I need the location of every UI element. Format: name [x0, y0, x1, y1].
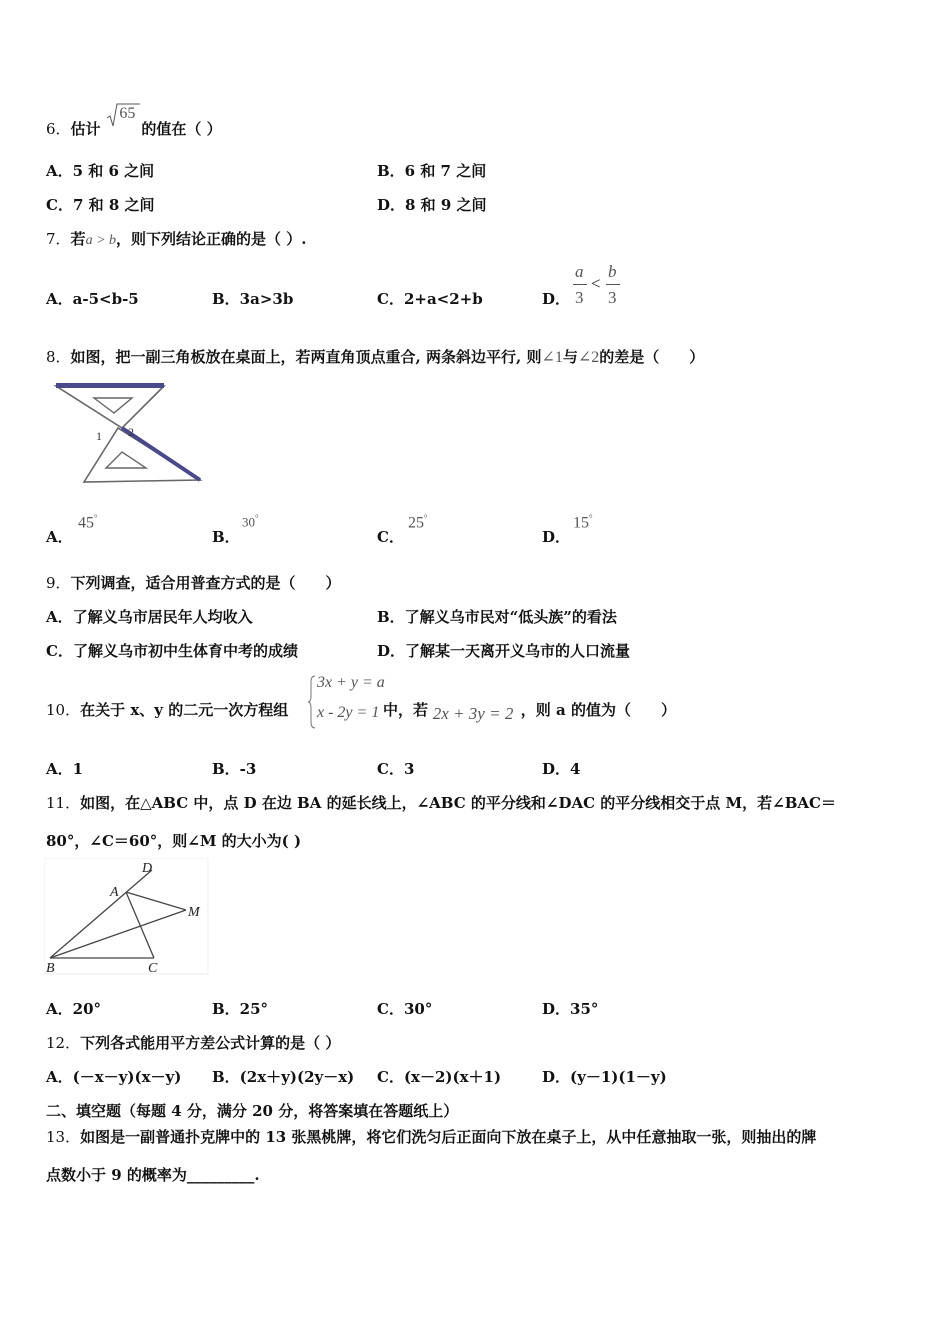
- q9-option-c[interactable]: C．了解义乌市初中生体育中考的成绩: [46, 642, 298, 660]
- q11-label-a: A: [110, 885, 119, 900]
- section-2-title: 二、填空题（每题 4 分，满分 20 分，将答案填在答题纸上）: [46, 1102, 459, 1120]
- q8-text-a: 如图，把一副三角板放在桌面上，若两直角顶点重合, 两条斜边平行, 则: [70, 348, 542, 366]
- q10-mid: 中，若: [382, 701, 428, 719]
- q10-option-d[interactable]: D．4: [542, 760, 581, 778]
- q11-option-d[interactable]: D．35°: [542, 1000, 599, 1018]
- q7-frac-b-den: 3: [608, 288, 617, 307]
- q8-figure-label-1: 1: [96, 429, 102, 443]
- q8-angle1: ∠1: [541, 349, 563, 366]
- q8-value-c: 25°: [408, 513, 428, 532]
- q13-text-a: 如图是一副普通扑克牌中的 13 张黑桃牌，将它们洗匀后正面向下放在桌子上，从中任意抽取一张，则抽出的牌: [80, 1128, 817, 1146]
- q10-option-b[interactable]: B．-3: [212, 760, 257, 778]
- q9-option-a[interactable]: A．了解义乌市居民年人均收入: [46, 608, 253, 626]
- q7-frac-b-bar: [606, 284, 620, 285]
- q10-condition: 2x + 3y = 2: [432, 704, 514, 723]
- q6-option-b[interactable]: B．6 和 7 之间: [377, 162, 487, 180]
- q10-post: ，则 a 的值为（ ）: [520, 701, 676, 719]
- q9-option-b[interactable]: B．了解义乌市民对“低头族”的看法: [377, 608, 617, 626]
- q7-option-d-math: [572, 262, 624, 312]
- q7-stem: [46, 229, 306, 251]
- q7-option-d[interactable]: D．: [542, 290, 571, 308]
- q11-label-b: B: [46, 961, 55, 976]
- q10-option-c[interactable]: C．3: [377, 760, 415, 778]
- q11-label-m: M: [188, 905, 200, 920]
- q10-equation-2: x - 2y = 1: [317, 704, 380, 721]
- q13-stem-a: [46, 1127, 816, 1147]
- q13-number: 13．: [46, 1128, 81, 1146]
- q10-equation-system: [307, 674, 397, 730]
- q8-value-a: 45°: [78, 513, 98, 532]
- q7-option-a[interactable]: A．a-5<b-5: [46, 290, 139, 308]
- q10-number: 10．: [46, 701, 81, 719]
- q12-number: 12．: [46, 1034, 81, 1052]
- q8-mid: 与: [562, 348, 578, 366]
- q9-number: 9．: [46, 574, 71, 592]
- q6-option-a[interactable]: A．5 和 6 之间: [46, 162, 155, 180]
- q6-pre: 估计: [70, 120, 101, 138]
- q6-stem: [46, 105, 222, 139]
- q8-option-a[interactable]: A．: [46, 528, 73, 546]
- q11-option-c[interactable]: C．30°: [377, 1000, 433, 1018]
- q7-option-c[interactable]: C．2+a<2+b: [377, 290, 483, 308]
- q8-triangle-figure: [50, 378, 210, 488]
- q7-post: ，则下列结论正确的是（ ）.: [116, 230, 307, 248]
- q7-frac-a-num: a: [575, 262, 584, 281]
- q11-option-b[interactable]: B．25°: [212, 1000, 269, 1018]
- q7-option-b[interactable]: B．3a>3b: [212, 290, 294, 308]
- q11-number: 11．: [46, 794, 81, 812]
- q7-number: 7．: [46, 230, 71, 248]
- q9-option-d[interactable]: D．了解某一天离开义乌市的人口流量: [377, 642, 631, 660]
- q7-frac-a-den: 3: [575, 288, 584, 307]
- q6-number: 6．: [46, 120, 71, 138]
- q8-number: 8．: [46, 348, 71, 366]
- ruler-scale: [56, 383, 164, 388]
- q8-stem: [46, 347, 704, 368]
- q11-text-a: 如图，在△ABC 中，点 D 在边 BA 的延长线上，∠ABC 的平分线和∠DAC 的平分线相交于点 M，若∠BAC＝: [80, 794, 836, 812]
- q10-equation-1: 3x + y = a: [317, 674, 385, 691]
- q7-less-than: <: [591, 274, 601, 293]
- q9-stem: [46, 573, 341, 593]
- q6-sqrt: [105, 105, 141, 134]
- q10-option-a[interactable]: A．1: [46, 760, 84, 778]
- q7-frac-a-bar: [573, 284, 587, 285]
- q8-figure-label-2: 2: [128, 425, 134, 439]
- q12-option-b[interactable]: B．(2x＋y)(2y－x): [212, 1068, 355, 1086]
- q11-stem-a: [46, 793, 836, 813]
- q11-stem-b: 80°，∠C＝60°，则∠M 的大小为( ): [46, 832, 302, 850]
- q8-option-b[interactable]: B．: [212, 528, 240, 546]
- q9-text: 下列调查，适合用普查方式的是（ ）: [70, 574, 341, 592]
- q8-value-d: 15°: [573, 513, 593, 532]
- q7-frac-b-num: b: [608, 262, 617, 281]
- q12-text: 下列各式能用平方差公式计算的是（ ）: [80, 1034, 341, 1052]
- q7-pre: 若: [70, 230, 86, 248]
- q8-option-c[interactable]: C．: [377, 528, 404, 546]
- q6-post: 的值在（ ）: [141, 120, 222, 138]
- q11-option-a[interactable]: A．20°: [46, 1000, 102, 1018]
- q12-option-a[interactable]: A．(－x－y)(x－y): [46, 1068, 182, 1086]
- q8-text-b: 的差是（ ）: [599, 348, 705, 366]
- q7-condition: a > b: [85, 233, 117, 248]
- q10-pre: 在关于 x、y 的二元一次方程组: [80, 701, 289, 719]
- q13-stem-b: 点数小于 9 的概率为_________.: [46, 1166, 260, 1184]
- q6-option-c[interactable]: C．7 和 8 之间: [46, 196, 155, 214]
- q8-option-d[interactable]: D．: [542, 528, 571, 546]
- q12-stem: [46, 1033, 340, 1053]
- q11-label-d: D: [142, 861, 153, 876]
- q8-angle2: ∠2: [577, 349, 600, 366]
- q12-option-c[interactable]: C．(x－2)(x＋1): [377, 1068, 502, 1086]
- q6-radicand: 65: [119, 105, 136, 122]
- q8-value-b: 30°: [242, 513, 259, 530]
- q12-option-d[interactable]: D．(y－1)(1－y): [542, 1068, 667, 1086]
- q6-option-d[interactable]: D．8 和 9 之间: [377, 196, 487, 214]
- q11-label-c: C: [148, 961, 158, 976]
- q11-triangle-figure: [44, 858, 210, 976]
- brace-icon: [307, 674, 317, 730]
